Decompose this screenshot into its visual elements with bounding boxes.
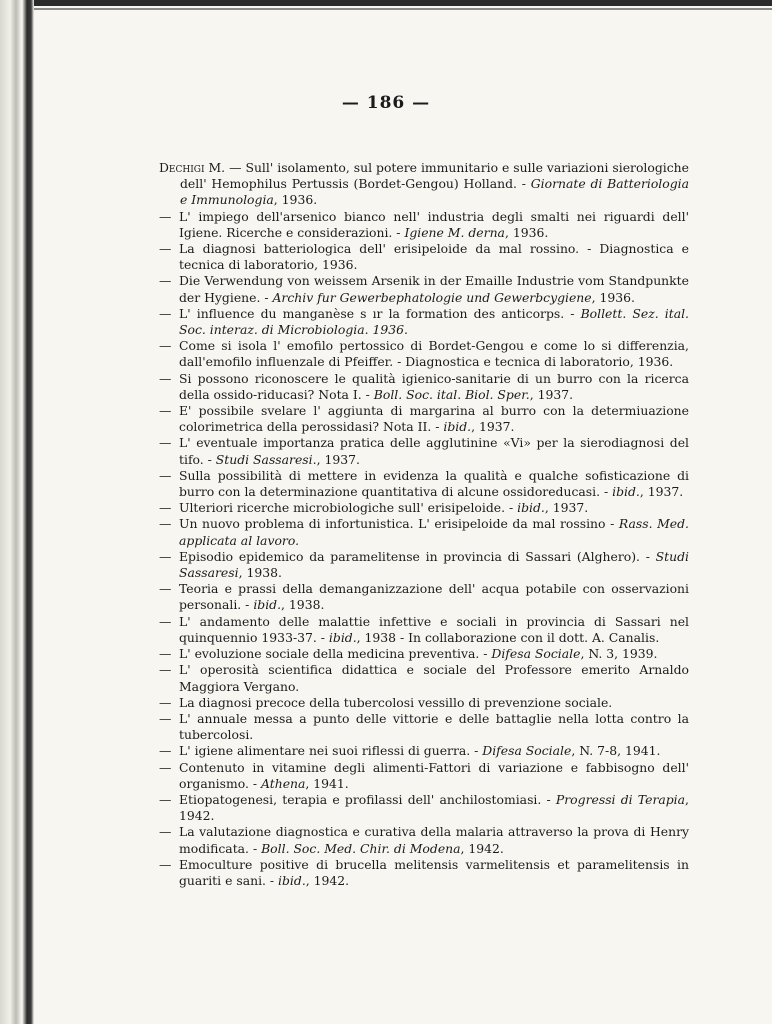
entry-tail: , 1937. <box>529 386 574 402</box>
entry-dash: — <box>159 241 172 257</box>
bibliography-entry <box>159 549 689 581</box>
bibliography-list <box>159 160 689 889</box>
entry-tail: , 1941. <box>305 775 349 791</box>
entry-source: Studi Sassaresi. <box>215 451 317 467</box>
entry-source: Bollett. Sez. ital. Soc. interaz. di Microbiologia. 1936. <box>179 305 689 338</box>
entry-source: Boll. Soc. Med. Chir. di Modena <box>261 840 461 856</box>
entry-text: Contenuto in vitamine degli alimenti-Fattori di variazione e fabbisogno dell' organismo. - <box>179 759 689 791</box>
entry-text: Sulla possibilità di mettere in evidenza la qualità e qualche sofisticazione di burro con la determinazione quantitativa di alcune ossidoreducasi. - <box>179 467 689 500</box>
entry-text: La diagnosi batteriologica dell' erisipeloide da mal rossino. - Diagnostica e tecnica di laboratorio, 1936. <box>179 241 689 273</box>
entry-text: L' eventuale importanza pratica delle agglutinine «Vi» per la sierodiagnosi del tifo. - <box>179 435 689 467</box>
bibliography-entry <box>159 435 689 467</box>
entry-source: ibid. <box>517 500 545 516</box>
entry-dash: — <box>159 500 172 516</box>
entry-text: L' andamento delle malattie infettive e sociali in provincia di Sassari nel quinquennio 1933-37. - <box>179 613 689 645</box>
entry-source: Giornate di Batteriologia e Immunologia <box>180 176 690 208</box>
bibliography-entry <box>159 468 689 500</box>
page-number: — 186 — <box>341 93 431 113</box>
entry-source: ibid. <box>278 872 306 888</box>
entry-text: L' influence du manganèse s ır la formation des anticorps. - <box>179 305 581 321</box>
entry-text: Un nuovo problema di infortunistica. L' erisipeloide da mal rossino - <box>179 516 619 532</box>
bibliography-entry <box>159 760 689 792</box>
entry-text: E' possibile svelare l' aggiunta di margarina al burro con la determiuazione colorimetrica della perossidasi? Nota II. - <box>179 403 689 435</box>
entry-tail: , 1942. <box>460 840 504 856</box>
bibliography-entry <box>159 160 689 209</box>
entry-dash: — <box>159 856 172 872</box>
entry-source: Studi Sassaresi <box>179 548 689 581</box>
entry-tail: , N. 7-8, 1941. <box>571 743 661 759</box>
entry-tail: , 1938 - In collaborazione con il dott. A. Canalis. <box>356 629 660 645</box>
entry-dash: — <box>159 467 172 483</box>
bibliography-entry <box>159 614 689 646</box>
entry-source: Athena <box>261 775 306 791</box>
entry-dash: — <box>159 516 172 532</box>
entry-dash: — <box>159 581 172 597</box>
entry-tail: , 1942. <box>305 872 350 888</box>
entry-dash: — <box>159 759 172 775</box>
bibliography-entry <box>159 500 689 516</box>
bibliography-entry <box>159 743 689 759</box>
entry-source: Difesa Sociale <box>491 646 581 662</box>
entry-text: L' annuale messa a punto delle vittorie e delle battaglie nella lotta contro la tubercolosi. <box>179 710 689 743</box>
entry-dash: — <box>159 208 172 224</box>
entry-dash: — <box>159 613 172 629</box>
entry-dash: — <box>159 743 172 759</box>
entry-text: L' impiego dell'arsenico bianco nell' industria degli smalti nei riguardi dell' Igiene. Ricerche e considerazioni. - <box>179 208 689 240</box>
entry-text: Teoria e prassi della demanganizzazione dell' acqua potabile con osservazioni personali. - <box>179 581 689 613</box>
entry-source: Rass. Med. applicata al lavoro. <box>179 516 689 548</box>
entry-source: ibid. <box>612 484 640 500</box>
entry-tail: , 1937. <box>639 484 684 500</box>
entry-tail: , 1937. <box>316 451 360 467</box>
entry-text: Come si isola l' emofilo pertossico di Bordet-Gengou e come lo si differenzia, dall'emofilo influenzale di Pfeiffer. - Diagnostica e tecnica di laboratorio, 1936. <box>179 338 689 370</box>
entry-dash: — <box>159 403 172 419</box>
entry-source: Difesa Sociale <box>482 743 572 759</box>
bibliography-entry <box>159 824 689 856</box>
entry-source: ibid. <box>253 597 282 613</box>
entry-source: Archiv fur Gewerbephatologie und Gewerbcygiene <box>272 289 592 305</box>
entry-dash: — <box>159 824 172 840</box>
entry-text: L' evoluzione sociale della medicina preventiva. - <box>179 646 492 662</box>
entry-dash: — <box>159 791 172 807</box>
bibliography-entry <box>159 581 689 613</box>
entry-text: La diagnosi precoce della tubercolosi vessillo di prevenzione sociale. <box>179 694 613 710</box>
bibliography-entry <box>159 273 689 305</box>
entry-text: Die Verwendung von weissem Arsenik in der Emaille Industrie vom Standpunkte der Hygiene. - <box>179 273 689 305</box>
entry-tail: , 1938. <box>281 597 325 613</box>
entry-dash: — <box>159 662 172 678</box>
entry-tail: , 1937. <box>471 419 515 435</box>
entry-text: Sull' isolamento, sul potere immunitario e sulle variazioni sierologiche dell' Hemophilus Pertussis (Bordet-Gengou) Holland. - <box>180 160 689 192</box>
entry-dash: — <box>159 548 172 564</box>
bibliography-entry <box>159 241 689 273</box>
page-top-rule <box>34 8 772 10</box>
author-name: Dechigi M. <box>159 160 226 175</box>
bibliography-entry <box>159 857 689 889</box>
book-binding-edge <box>0 0 34 1024</box>
bibliography-entry <box>159 646 689 662</box>
bibliography-entry <box>159 306 689 338</box>
entry-dash: — <box>159 710 172 726</box>
entry-tail: , 1937. <box>544 500 589 516</box>
bibliography-entry <box>159 403 689 435</box>
bibliography-entry <box>159 516 689 548</box>
entry-text: Episodio epidemico da paramelitense in provincia di Sassari (Alghero). - <box>179 548 656 564</box>
bibliography-entry <box>159 338 689 370</box>
entry-text: L' igiene alimentare nei suoi riflessi di guerra. - <box>179 743 483 759</box>
entry-tail: , N. 3, 1939. <box>580 646 658 662</box>
entry-source: ibid. <box>443 419 472 435</box>
bibliography-entry <box>159 662 689 694</box>
entry-dash: — <box>159 305 172 321</box>
bibliography-entry <box>159 695 689 711</box>
bibliography-entry <box>159 711 689 743</box>
entry-text: Ulteriori ricerche microbiologiche sull' erisipeloide. - <box>179 500 518 516</box>
entry-tail: , 1938. <box>238 565 282 581</box>
entry-text: Emoculture positive di brucella melitensis varmelitensis et paramelitensis in guariti e sani. - <box>179 856 689 888</box>
entry-tail: , 1936. <box>273 192 318 208</box>
bibliography-entry <box>159 371 689 403</box>
entry-dash: — <box>159 273 172 289</box>
entry-dash: — <box>159 694 172 710</box>
entry-dash: — <box>159 646 172 662</box>
entry-dash: — <box>159 435 172 451</box>
entry-source: Boll. Soc. ital. Biol. Sper. <box>373 386 530 402</box>
entry-text: La valutazione diagnostica e curativa della malaria attraverso la prova di Henry modificata. - <box>179 824 689 856</box>
entry-dash: — <box>229 160 242 175</box>
entry-source: Igiene M. derna <box>404 224 505 240</box>
entry-tail: , 1942. <box>179 791 689 824</box>
entry-text: L' operosità scientifica didattica e sociale del Professore emerito Arnaldo Maggiora Vergano. <box>179 662 689 694</box>
bibliography-entry <box>159 792 689 824</box>
page-top-edge <box>34 0 772 6</box>
entry-text: Si possono riconoscere le qualità igienico-sanitarie di un burro con la ricerca della ossido-riducasi? Nota I. - <box>179 370 689 402</box>
entry-tail: , 1936. <box>504 224 549 240</box>
entry-source: Progressi di Terapia <box>555 791 686 807</box>
entry-source: ibid. <box>328 629 357 645</box>
entry-dash: — <box>159 370 172 386</box>
entry-text: Etiopatogenesi, terapia e profilassi dell' anchilostomiasi. - <box>179 791 556 807</box>
entry-tail: , 1936. <box>591 289 635 305</box>
bibliography-entry <box>159 209 689 241</box>
entry-dash: — <box>159 338 172 354</box>
